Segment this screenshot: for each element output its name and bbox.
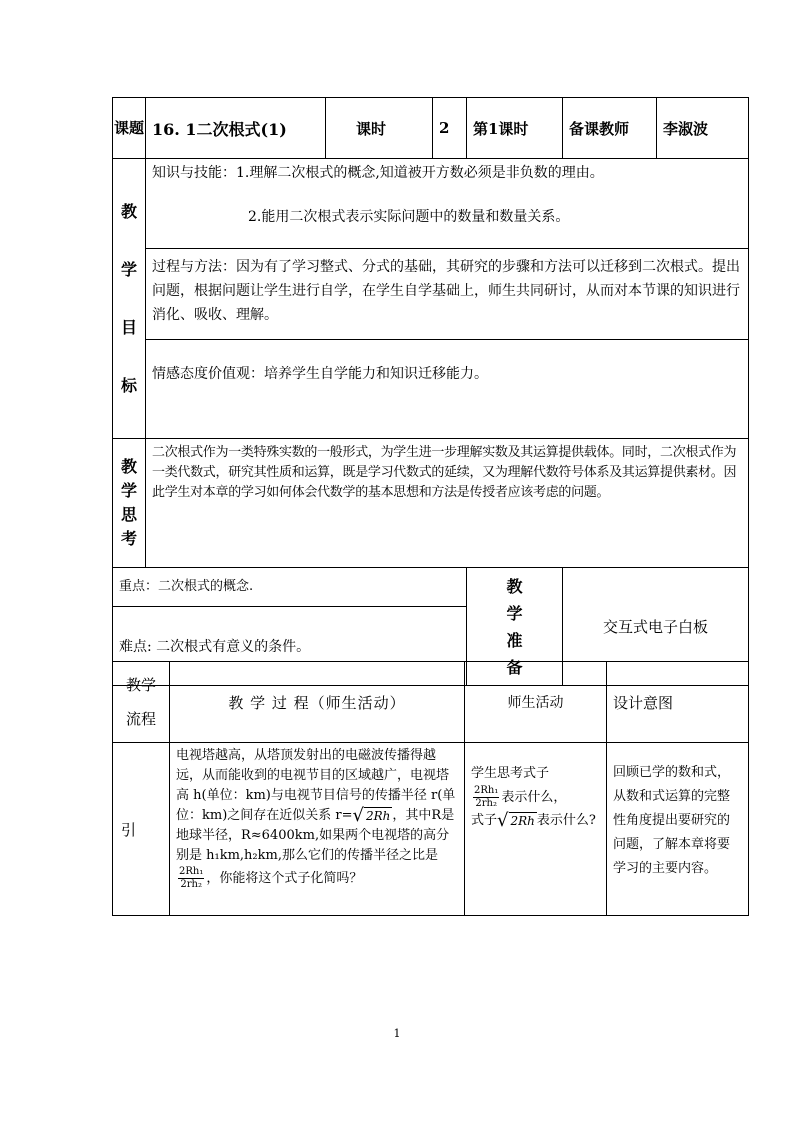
- intro-text-part2: ，其中R是地球半径，R≈6400km,如果两个电视塔的高分别是 h₁km,h₂km,那么它们的传播半径之比是: [176, 808, 455, 863]
- prep-value: 交互式电子白板: [563, 568, 749, 686]
- interaction-fraction: $\frac{\text{2Rh₁}}{\text{2rh₂}}$: [474, 785, 499, 809]
- interaction-text: 学生思考式子 $\frac{\text{2Rh₁}}{\text{2rh₂}}$ 表示什么， 式子 √ 2Rh 表示什么?: [465, 743, 607, 916]
- interaction-label: 师生活动: [465, 662, 607, 743]
- objective-knowledge-line2: 2.能用二次根式表示实际问题中的数量和数量关系。: [248, 209, 570, 225]
- reflection-row: [113, 439, 749, 568]
- hours-label: 课时: [326, 98, 433, 159]
- reflection-label: 教 学 思 考: [113, 439, 146, 568]
- teacher-value: 李淑波: [657, 98, 749, 159]
- intro-row-label: 引: [113, 743, 170, 916]
- objective-knowledge: [146, 159, 749, 249]
- prep-label: 教 学 准 备: [467, 568, 563, 686]
- objective-emotion: 情感态度价值观：培养学生自学能力和知识迁移能力。: [146, 340, 749, 439]
- intro-text-part1: 电视塔越高，从塔顶发射出的电磁波传播得越远，从而能收到的电视节目的区域越广，电视塔高 h(单位：km)与电视节目信号的传播半径 r(单位：km)之间存在近似关系 r=: [176, 748, 456, 823]
- objectives-process-row: [113, 249, 749, 340]
- flow-label: 教学 流程: [113, 662, 170, 743]
- intro-row: [113, 743, 749, 916]
- reflection-text: 二次根式作为一类特殊实数的一般形式，为学生进一步理解实数及其运算提供载体。同时，二次根式作为一类代数式，研究其性质和运算，既是学习代数式的延续，又为理解代数符号体系及其运算提供素材。因此学生对本章的学习如何体会代数学的基本思想和方法是传授者应该考虑的问题。: [146, 439, 749, 568]
- difficulty: 难点: 二次根式有意义的条件。: [113, 607, 467, 686]
- hours-value: 2: [433, 98, 467, 159]
- topic-value: 16. 1二次根式(1): [146, 98, 326, 159]
- process-header-row: [113, 662, 749, 743]
- sqrt-expression: √ 2Rh: [352, 804, 391, 826]
- intro-text-part3: ，你能将这个式子化简吗？: [206, 871, 363, 886]
- intro-text: [170, 743, 465, 916]
- key-point: 重点：二次根式的概念.: [113, 568, 467, 607]
- header-row: [113, 98, 749, 159]
- intent-text: 回顾已学的数和式，从数和式运算的完整性角度提出要研究的问题，了解本章将要学习的主要内容。: [607, 743, 749, 916]
- focus-row: [113, 568, 749, 607]
- teacher-label: 备课教师: [563, 98, 657, 159]
- objectives-emotion-row: [113, 340, 749, 439]
- ratio-fraction: $\frac{\text{2Rh₁}}{\text{2rh₂}}$: [179, 866, 204, 890]
- objective-knowledge-line1: 知识与技能：1.理解二次根式的概念,知道被开方数必须是非负数的理由。: [152, 165, 604, 181]
- activity-label: 教 学 过 程（师生活动）: [170, 662, 465, 743]
- page-number: 1: [393, 1027, 401, 1040]
- topic-label: 课题: [113, 98, 146, 159]
- objective-process: 过程与方法：因为有了学习整式、分式的基础，其研究的步骤和方法可以迁移到二次根式。提出问题，根据问题让学生进行自学，在学生自学基础上，师生共同研讨，从而对本节课的知识进行消化、吸收、理解。: [146, 249, 749, 340]
- objectives-knowledge-row: [113, 159, 749, 249]
- intent-label: 设计意图: [607, 662, 749, 743]
- objectives-label: 教 学 目 标: [113, 159, 146, 439]
- interaction-sqrt: √ 2Rh: [497, 809, 535, 831]
- period-value: 第1课时: [467, 98, 563, 159]
- lesson-plan-table: [112, 97, 749, 686]
- process-table: [112, 661, 749, 916]
